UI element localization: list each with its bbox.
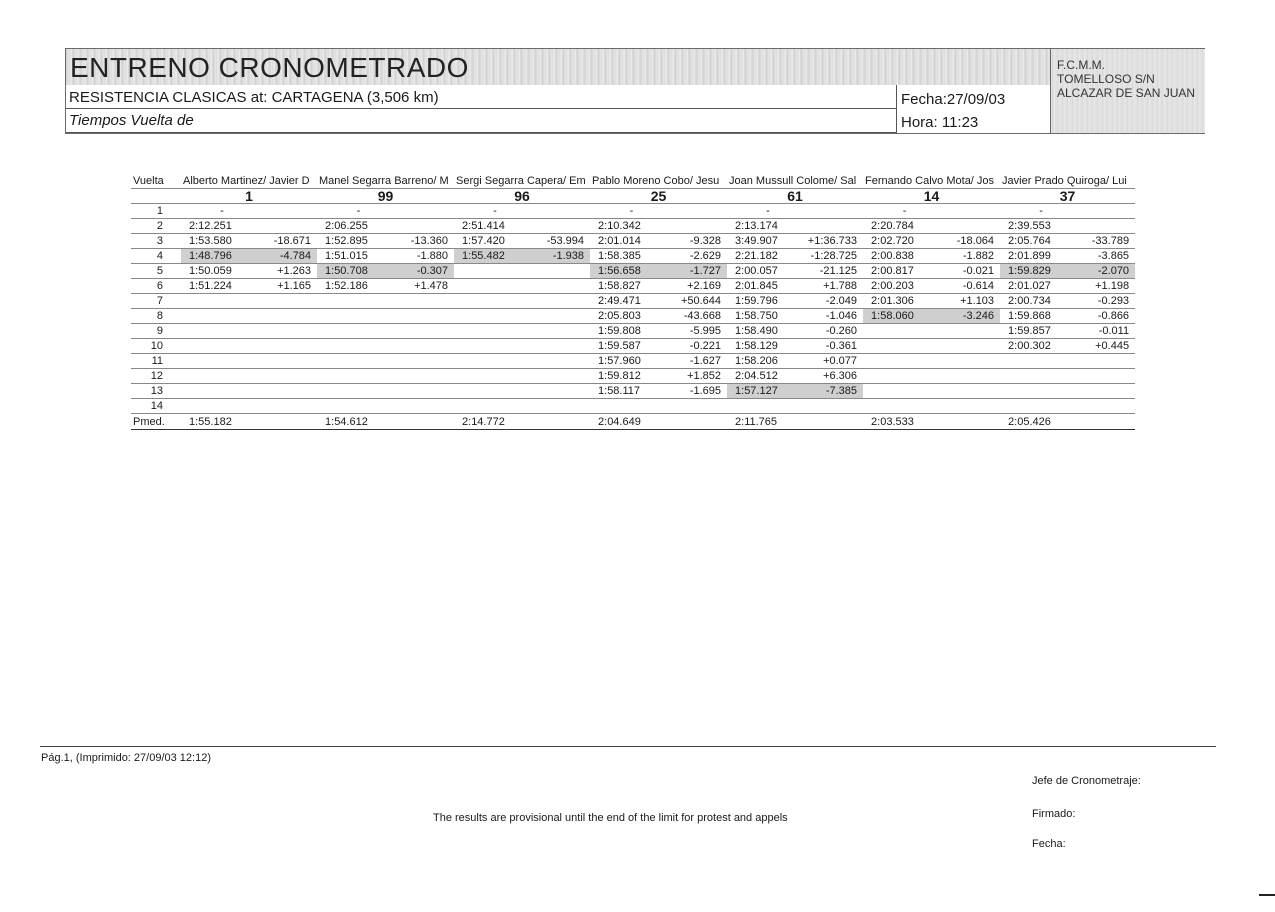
- lap-delta: [257, 324, 317, 339]
- lap-time: 2:00.734: [1000, 294, 1076, 309]
- rider-number: 96: [454, 189, 590, 204]
- lap-times-table: [131, 174, 1135, 430]
- lap-delta: +1.852: [667, 369, 727, 384]
- rider-number: 25: [590, 189, 727, 204]
- lap-time: 1:56.658: [590, 264, 667, 279]
- lap-delta: [1076, 354, 1135, 369]
- lap-delta: -4.784: [257, 249, 317, 264]
- lap-delta: [257, 204, 317, 219]
- lap-delta: [1076, 219, 1135, 234]
- lap-delta: -0.021: [940, 264, 1000, 279]
- lap-time: 1:58.385: [590, 249, 667, 264]
- lap-delta: +1.198: [1076, 279, 1135, 294]
- lap-time: 2:13.174: [727, 219, 803, 234]
- lap-delta: [257, 369, 317, 384]
- table-row: [131, 339, 1135, 354]
- lap-time: [454, 264, 530, 279]
- signature-date-label: Fecha:: [1032, 838, 1066, 850]
- table-row: [131, 369, 1135, 384]
- lap-time: [1000, 384, 1076, 399]
- lap-delta: [257, 219, 317, 234]
- lap-times-caption: Tiempos Vuelta de: [69, 112, 194, 129]
- lap-time: 1:52.895: [317, 234, 394, 249]
- footer-divider: [40, 746, 1216, 747]
- lap-delta: [940, 219, 1000, 234]
- lap-time: [454, 369, 530, 384]
- lap-delta: [940, 399, 1000, 414]
- average-lap-time: 1:54.612: [317, 414, 394, 430]
- provisional-notice: The results are provisional until the end of the limit for protest and appels: [433, 812, 788, 824]
- table-row: [131, 309, 1135, 324]
- lap-delta: [940, 204, 1000, 219]
- lap-delta: [257, 294, 317, 309]
- lap-time: [317, 309, 394, 324]
- lap-number: 6: [131, 279, 181, 294]
- lap-time: 2:00.817: [863, 264, 940, 279]
- lap-time: 1:51.224: [181, 279, 257, 294]
- organization-block: [1050, 49, 1205, 133]
- lap-time: [454, 324, 530, 339]
- lap-time: 2:21.182: [727, 249, 803, 264]
- lap-time: [181, 384, 257, 399]
- lap-time: 1:58.129: [727, 339, 803, 354]
- table-row: [131, 294, 1135, 309]
- average-lap-time: 2:04.649: [590, 414, 667, 430]
- lap-delta: +1.478: [394, 279, 454, 294]
- lap-delta: [257, 354, 317, 369]
- lap-time: 2:02.720: [863, 234, 940, 249]
- table-row: [131, 264, 1135, 279]
- lap-time: 2:01.014: [590, 234, 667, 249]
- lap-number: 5: [131, 264, 181, 279]
- lap-delta: [667, 219, 727, 234]
- lap-delta: +1.165: [257, 279, 317, 294]
- lap-time: 1:58.206: [727, 354, 803, 369]
- lap-time: [454, 339, 530, 354]
- lap-time: 1:58.490: [727, 324, 803, 339]
- lap-time: [317, 399, 394, 414]
- lap-delta: -0.866: [1076, 309, 1135, 324]
- lap-time: -: [863, 204, 940, 219]
- lap-delta: [257, 339, 317, 354]
- org-address: TOMELLOSO S/N: [1057, 72, 1155, 86]
- lap-time: [1000, 354, 1076, 369]
- lap-delta: [530, 339, 590, 354]
- lap-time: 2:49.471: [590, 294, 667, 309]
- lap-delta: [530, 354, 590, 369]
- lap-time: 2:20.784: [863, 219, 940, 234]
- lap-delta: -7.385: [803, 384, 863, 399]
- lap-delta: [803, 204, 863, 219]
- rider-name: Sergi Segarra Capera/ Em: [454, 174, 590, 189]
- lap-delta: +6.306: [803, 369, 863, 384]
- lap-delta: [940, 384, 1000, 399]
- lap-number: 8: [131, 309, 181, 324]
- lap-time: 3:49.907: [727, 234, 803, 249]
- lap-time: 1:57.127: [727, 384, 803, 399]
- lap-time: 1:59.868: [1000, 309, 1076, 324]
- lap-delta: [394, 324, 454, 339]
- lap-delta: [257, 384, 317, 399]
- lap-delta: [1076, 204, 1135, 219]
- lap-time: [317, 339, 394, 354]
- lap-time: [317, 324, 394, 339]
- lap-time: [317, 384, 394, 399]
- lap-delta: -1:28.725: [803, 249, 863, 264]
- lap-time: [454, 384, 530, 399]
- average-label: Pmed.: [131, 414, 181, 430]
- table-row: [131, 234, 1135, 249]
- rider-number: 61: [727, 189, 863, 204]
- lap-time: 2:00.838: [863, 249, 940, 264]
- lap-delta: [530, 219, 590, 234]
- lap-time: -: [1000, 204, 1076, 219]
- lap-time: [1000, 369, 1076, 384]
- lap-time: [317, 354, 394, 369]
- rider-number: 1: [181, 189, 317, 204]
- lap-delta: -33.789: [1076, 234, 1135, 249]
- lap-time: [863, 384, 940, 399]
- lap-delta: -18.671: [257, 234, 317, 249]
- lap-time: [181, 354, 257, 369]
- lap-delta: [940, 369, 1000, 384]
- lap-delta: -13.360: [394, 234, 454, 249]
- lap-time: -: [590, 204, 667, 219]
- lap-time: 1:48.796: [181, 249, 257, 264]
- org-city: ALCAZAR DE SAN JUAN: [1057, 86, 1196, 100]
- lap-time: 1:50.708: [317, 264, 394, 279]
- lap-time: [181, 339, 257, 354]
- lap-time: [317, 369, 394, 384]
- lap-number: 3: [131, 234, 181, 249]
- average-lap-time: 2:05.426: [1000, 414, 1076, 430]
- lap-time: 1:59.812: [590, 369, 667, 384]
- lap-number: 10: [131, 339, 181, 354]
- divider: [66, 132, 896, 133]
- lap-number: 13: [131, 384, 181, 399]
- lap-delta: -1.882: [940, 249, 1000, 264]
- lap-time: [454, 294, 530, 309]
- lap-delta: -0.011: [1076, 324, 1135, 339]
- lap-delta: -2.629: [667, 249, 727, 264]
- lap-time: 1:55.482: [454, 249, 530, 264]
- title-band: [66, 49, 1204, 85]
- lap-time: 1:59.857: [1000, 324, 1076, 339]
- lap-time: 2:00.203: [863, 279, 940, 294]
- report-date: Fecha:27/09/03: [901, 91, 1006, 108]
- lap-time: [181, 324, 257, 339]
- lap-time: 2:10.342: [590, 219, 667, 234]
- lap-time: [863, 399, 940, 414]
- lap-time: 1:57.420: [454, 234, 530, 249]
- lap-delta: [394, 309, 454, 324]
- lap-number: 12: [131, 369, 181, 384]
- lap-time: [454, 309, 530, 324]
- lap-time: [590, 399, 667, 414]
- lap-delta: -43.668: [667, 309, 727, 324]
- lap-number: 9: [131, 324, 181, 339]
- lap-time: -: [727, 204, 803, 219]
- table-row: [131, 399, 1135, 414]
- lap-time: [181, 399, 257, 414]
- date-time-block: [896, 85, 1051, 133]
- rider-name: Javier Prado Quiroga/ Lui: [1000, 174, 1135, 189]
- event-subtitle: RESISTENCIA CLASICAS at: CARTAGENA (3,506 km): [69, 89, 439, 106]
- org-name: F.C.M.M.: [1057, 58, 1105, 72]
- lap-time: 1:52.186: [317, 279, 394, 294]
- table-row: [131, 384, 1135, 399]
- lap-delta: -3.865: [1076, 249, 1135, 264]
- lap-time: 2:12.251: [181, 219, 257, 234]
- rider-number: 37: [1000, 189, 1135, 204]
- lap-delta: -0.361: [803, 339, 863, 354]
- lap-time: 1:57.960: [590, 354, 667, 369]
- lap-rows: [131, 204, 1135, 430]
- lap-number: 4: [131, 249, 181, 264]
- lap-time: 2:04.512: [727, 369, 803, 384]
- signed-label: Firmado:: [1032, 808, 1076, 820]
- lap-time: 2:00.057: [727, 264, 803, 279]
- lap-number: 7: [131, 294, 181, 309]
- rider-name: Manel Segarra Barreno/ M: [317, 174, 454, 189]
- lap-delta: -18.064: [940, 234, 1000, 249]
- lap-delta: [530, 279, 590, 294]
- lap-time: 1:51.015: [317, 249, 394, 264]
- lap-delta: -0.260: [803, 324, 863, 339]
- lap-delta: [803, 399, 863, 414]
- lap-delta: [530, 369, 590, 384]
- average-lap-time: 1:55.182: [181, 414, 257, 430]
- lap-delta: -9.328: [667, 234, 727, 249]
- rider-names-row: [131, 174, 1135, 189]
- lap-time: [863, 339, 940, 354]
- lap-delta: -1.938: [530, 249, 590, 264]
- lap-delta: -0.293: [1076, 294, 1135, 309]
- lap-delta: [394, 219, 454, 234]
- lap-delta: +1.263: [257, 264, 317, 279]
- lap-delta: +2.169: [667, 279, 727, 294]
- lap-time: 1:53.580: [181, 234, 257, 249]
- lap-delta: [530, 324, 590, 339]
- lap-time: [863, 369, 940, 384]
- lap-time: 1:58.750: [727, 309, 803, 324]
- table-row: [131, 219, 1135, 234]
- lap-time: -: [317, 204, 394, 219]
- rider-name: Joan Mussull Colome/ Sal: [727, 174, 863, 189]
- lap-delta: [394, 384, 454, 399]
- lap-delta: -1.695: [667, 384, 727, 399]
- rider-name: Fernando Calvo Mota/ Jos: [863, 174, 1000, 189]
- lap-time: [181, 294, 257, 309]
- lap-number: 1: [131, 204, 181, 219]
- lap-time: 2:00.302: [1000, 339, 1076, 354]
- table-row: [131, 279, 1135, 294]
- lap-time: 2:39.553: [1000, 219, 1076, 234]
- event-info-panel: [66, 85, 1050, 133]
- lap-delta: [530, 294, 590, 309]
- lap-time: -: [181, 204, 257, 219]
- lap-delta: -53.994: [530, 234, 590, 249]
- lap-time: 2:01.845: [727, 279, 803, 294]
- lap-delta: [940, 324, 1000, 339]
- lap-delta: -0.614: [940, 279, 1000, 294]
- lap-time: [863, 324, 940, 339]
- lap-delta: [667, 204, 727, 219]
- lap-time: [1000, 399, 1076, 414]
- chief-timekeeper-label: Jefe de Cronometraje:: [1032, 775, 1141, 787]
- lap-column-header: Vuelta: [131, 174, 181, 189]
- divider: [66, 108, 896, 109]
- lap-time: -: [454, 204, 530, 219]
- lap-time: 1:58.117: [590, 384, 667, 399]
- lap-delta: [394, 399, 454, 414]
- lap-time: 2:01.027: [1000, 279, 1076, 294]
- rider-name: Alberto Martinez/ Javier D: [181, 174, 317, 189]
- rider-name: Pablo Moreno Cobo/ Jesu: [590, 174, 727, 189]
- lap-delta: +1.103: [940, 294, 1000, 309]
- lap-delta: -1.727: [667, 264, 727, 279]
- lap-delta: [394, 369, 454, 384]
- lap-delta: [530, 399, 590, 414]
- lap-time: 2:06.255: [317, 219, 394, 234]
- rider-number: 14: [863, 189, 1000, 204]
- lap-delta: -1.880: [394, 249, 454, 264]
- lap-delta: [394, 294, 454, 309]
- lap-delta: -21.125: [803, 264, 863, 279]
- lap-time: [181, 369, 257, 384]
- lap-delta: -1.627: [667, 354, 727, 369]
- lap-delta: +1:36.733: [803, 234, 863, 249]
- lap-time: [454, 279, 530, 294]
- lap-delta: -2.049: [803, 294, 863, 309]
- lap-delta: [1076, 399, 1135, 414]
- lap-delta: -5.995: [667, 324, 727, 339]
- report-time: Hora: 11:23: [901, 114, 979, 131]
- lap-delta: -2.070: [1076, 264, 1135, 279]
- lap-delta: -1.046: [803, 309, 863, 324]
- table-row: [131, 354, 1135, 369]
- average-lap-time: 2:11.765: [727, 414, 803, 430]
- lap-time: 2:01.306: [863, 294, 940, 309]
- lap-time: 1:58.827: [590, 279, 667, 294]
- lap-time: 1:58.060: [863, 309, 940, 324]
- average-lap-time: 2:14.772: [454, 414, 530, 430]
- lap-delta: [1076, 384, 1135, 399]
- lap-delta: [667, 399, 727, 414]
- lap-time: 2:05.803: [590, 309, 667, 324]
- lap-delta: [530, 264, 590, 279]
- lap-time: 2:01.899: [1000, 249, 1076, 264]
- lap-time: 1:59.829: [1000, 264, 1076, 279]
- page-info: Pág.1, (Imprimido: 27/09/03 12:12): [41, 752, 211, 764]
- lap-delta: [530, 204, 590, 219]
- average-lap-time: 2:03.533: [863, 414, 940, 430]
- lap-time: 1:59.808: [590, 324, 667, 339]
- lap-time: [863, 354, 940, 369]
- lap-delta: -3.246: [940, 309, 1000, 324]
- lap-time: [454, 354, 530, 369]
- lap-time: [727, 399, 803, 414]
- lap-number: 14: [131, 399, 181, 414]
- lap-delta: -0.307: [394, 264, 454, 279]
- rider-number: 99: [317, 189, 454, 204]
- lap-time: [181, 309, 257, 324]
- lap-time: 2:51.414: [454, 219, 530, 234]
- lap-delta: [940, 354, 1000, 369]
- report-header: [65, 48, 1205, 134]
- table-row: [131, 324, 1135, 339]
- lap-time: [317, 294, 394, 309]
- lap-delta: [394, 354, 454, 369]
- lap-delta: +0.077: [803, 354, 863, 369]
- table-row: [131, 204, 1135, 219]
- lap-delta: [530, 309, 590, 324]
- lap-time: 1:59.796: [727, 294, 803, 309]
- lap-number: 2: [131, 219, 181, 234]
- lap-delta: [1076, 369, 1135, 384]
- edge-mark: [1259, 894, 1275, 896]
- lap-number: 11: [131, 354, 181, 369]
- lap-time: 2:05.764: [1000, 234, 1076, 249]
- lap-delta: +50.644: [667, 294, 727, 309]
- lap-delta: [257, 309, 317, 324]
- table-row: [131, 249, 1135, 264]
- lap-delta: [394, 339, 454, 354]
- lap-delta: [940, 339, 1000, 354]
- report-title: ENTRENO CRONOMETRADO: [70, 52, 469, 83]
- average-row: [131, 414, 1135, 430]
- lap-delta: [530, 384, 590, 399]
- lap-delta: [803, 219, 863, 234]
- lap-time: [454, 399, 530, 414]
- lap-delta: [394, 204, 454, 219]
- lap-delta: [257, 399, 317, 414]
- lap-delta: -0.221: [667, 339, 727, 354]
- lap-delta: +1.788: [803, 279, 863, 294]
- rider-numbers-row: [131, 189, 1135, 204]
- lap-time: 1:59.587: [590, 339, 667, 354]
- lap-time: 1:50.059: [181, 264, 257, 279]
- lap-delta: +0.445: [1076, 339, 1135, 354]
